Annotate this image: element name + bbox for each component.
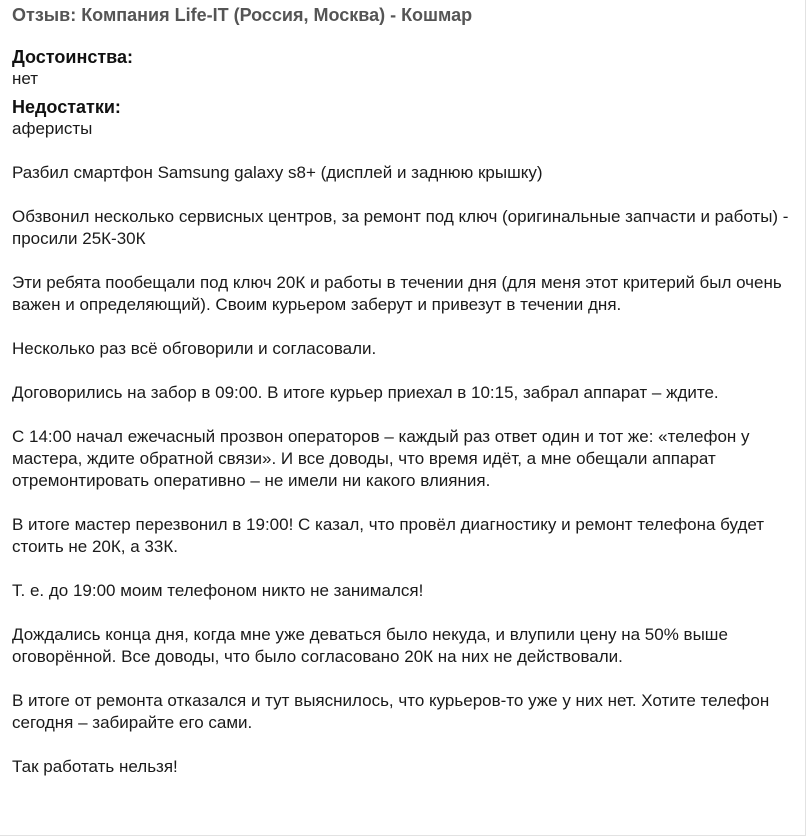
review-paragraph: В итоге от ремонта отказался и тут выяснилось, что курьеров-то уже у них нет. Хотите телефон сегодня – забирайте его сами. [12, 691, 770, 732]
review-paragraph: Дождались конца дня, когда мне уже деваться было некуда, и влупили цену на 50% выше оговорённой. Все доводы, что было согласовано 20К на них не действовали. [12, 625, 728, 666]
review-paragraph: Несколько раз всё обговорили и согласовали. [12, 339, 377, 358]
review-paragraph: Эти ребята пообещали под ключ 20К и работы в течении дня (для меня этот критерий был очень важен и определяющий). Своим курьером заберут и привезут в течении дня. [12, 273, 782, 314]
pros-value: нет [12, 69, 39, 88]
review-paragraph: Так работать нельзя! [12, 757, 178, 776]
review-paragraph: Обзвонил несколько сервисных центров, за ремонт под ключ (оригинальные запчасти и работы) - просили 25К-30К [12, 207, 789, 248]
review-paragraph: Т. е. до 19:00 моим телефоном никто не занимался! [12, 581, 424, 600]
pros-label: Достоинства: [12, 47, 133, 67]
review-card [12, 4, 802, 778]
cons-label: Недостатки: [12, 97, 121, 117]
review-paragraph: Договорились на забор в 09:00. В итоге курьер приехал в 10:15, забрал аппарат – ждите. [12, 383, 719, 402]
review-paragraph: В итоге мастер перезвонил в 19:00! С казал, что провёл диагностику и ремонт телефона будет стоить не 20К, а 33К. [12, 515, 765, 556]
review-title: Отзыв: Компания Life-IT (Россия, Москва) - Кошмар [12, 5, 473, 25]
review-paragraph: С 14:00 начал ежечасный прозвон операторов – каждый раз ответ один и тот же: «телефон у мастера, ждите обратной связи». И все доводы, что время идёт, а мне обещали аппарат отремонтировать оперативно – не имели ни какого влияния. [12, 427, 750, 490]
cons-value: аферисты [12, 119, 93, 138]
review-paragraph: Разбил смартфон Samsung galaxy s8+ (дисплей и заднюю крышку) [12, 163, 543, 182]
review-body [12, 162, 802, 778]
